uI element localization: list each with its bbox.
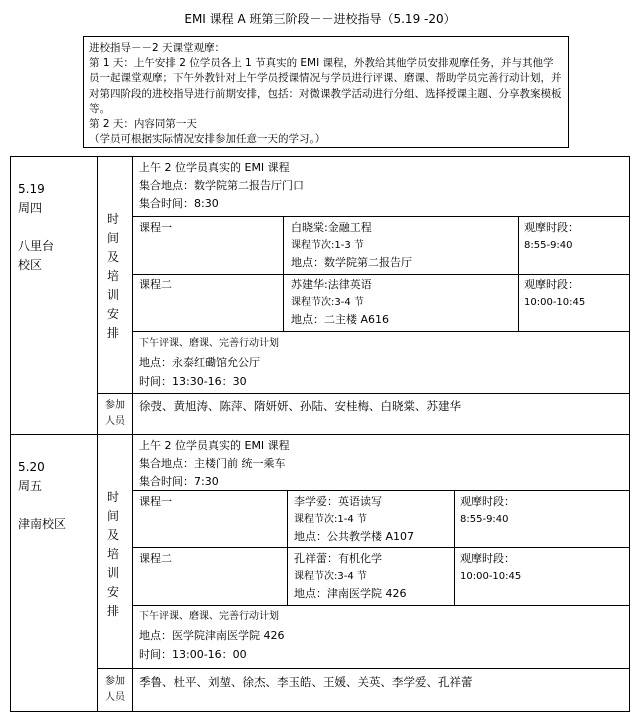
note-day2: 第 2 天：内容同第一天 — [89, 118, 197, 131]
d2-course2-location: 地点：津南医学院 426 — [294, 587, 407, 600]
d2-line-course — [133, 547, 630, 548]
d2-line-morning — [133, 490, 630, 491]
d1-afternoon-place: 地点：永泰红磡馆允公厅 — [139, 356, 260, 369]
d2-schedule-label — [103, 488, 123, 621]
d2-meeting-time: 集合时间：7:30 — [139, 475, 219, 488]
d1-morning-cell — [139, 160, 619, 212]
d1-schedule-label — [103, 210, 123, 343]
d1-course2-periods: 课程节次:3-4 节 — [291, 297, 364, 308]
d1-course1-label: 课程一 — [139, 221, 172, 234]
d2-course2-periods: 课程节次:3-4 节 — [294, 571, 367, 582]
d2-course1-obs-label: 观摩时段： — [460, 495, 515, 508]
d1-course2-label: 课程二 — [139, 278, 172, 291]
d1-course1-teacher: 白晓棠:金融工程 — [291, 221, 372, 234]
d2-meeting-place: 集合地点：主楼门前 统一乘车 — [139, 457, 286, 470]
d1-course2-obs-time: 10:00-10:45 — [524, 297, 586, 308]
d2-campus-line1: 津南校区 — [18, 517, 67, 531]
day-separator — [10, 434, 630, 435]
d2-morning-cell — [139, 438, 619, 490]
table-border-top — [10, 156, 630, 157]
d1-date-cell — [18, 180, 96, 275]
d1-campus-line1: 八里台 — [18, 239, 55, 253]
d1-course1-obs — [524, 220, 628, 253]
d2-course2-info — [294, 551, 452, 602]
guidance-note-box — [83, 36, 569, 148]
d2-participants-label-text: 参加人员 — [105, 676, 125, 703]
d1-course2-location: 地点：二主楼 A616 — [291, 313, 390, 326]
d2-participants: 季鲁、杜平、刘堃、徐杰、李玉皓、王媛、关英、李学爱、孔祥蕾 — [139, 675, 473, 689]
d1-participants-label — [98, 398, 132, 430]
d2-line-afternoon — [133, 605, 630, 606]
d1-afternoon-cell — [139, 336, 619, 390]
d2-afternoon-title: 下午评课、磨课、完善行动计划 — [139, 611, 279, 622]
d1-participants: 徐弢、黄旭涛、陈萍、隋妍妍、孙陆、安桂梅、白晓棠、苏建华 — [139, 399, 461, 413]
d2-course2-obs — [460, 551, 625, 584]
note-day1: 第 1 天：上午安排 2 位学员各上 1 节真实的 EMI 课程，外教给其他学员安排观摩任务，并与其他学员一起课堂观摩；下午外教针对上午学员授课情况与学员进行评课、磨课、帮助学员完善行动计划，并对第四阶段的进校指导进行前期安排，包括：对微课教学活动进行分组、选择授课主题、分享教案模板等。 — [89, 57, 562, 115]
d2-course-vline-a — [287, 490, 288, 605]
note-heading: 进校指导－－2 天课堂观摩： — [89, 42, 226, 54]
d1-schedule-label-text: 时间及培训安排 — [106, 212, 119, 340]
d2-course2-teacher: 孔祥蕾：有机化学 — [294, 552, 382, 565]
d1-morning-title: 上午 2 位学员真实的 EMI 课程 — [139, 161, 290, 174]
d1-afternoon-time: 时间：13:30-16：30 — [139, 375, 247, 388]
d1-course2-obs — [524, 277, 628, 310]
d2-course1-periods: 课程节次:1-4 节 — [294, 514, 367, 525]
d2-afternoon-cell — [139, 609, 619, 663]
d2-course1-location: 地点：公共教学楼 A107 — [294, 530, 415, 543]
d1-line-morning — [133, 216, 630, 217]
d1-date: 5.19 — [18, 182, 45, 196]
d2-course1-label: 课程一 — [139, 495, 172, 508]
d1-line-participants — [97, 393, 630, 394]
d2-weekday: 周五 — [18, 479, 43, 493]
d1-meeting-place: 集合地点：数学院第二报告厅门口 — [139, 179, 304, 192]
d2-course2-obs-time: 10:00-10:45 — [460, 571, 522, 582]
col-line-1 — [97, 156, 98, 712]
d2-date: 5.20 — [18, 460, 45, 474]
d1-course-vline-a — [283, 216, 284, 331]
d1-line-course — [133, 274, 630, 275]
d1-course2-teacher: 苏建华:法律英语 — [291, 278, 372, 291]
d1-course1-info — [291, 220, 516, 271]
d2-course2-obs-label: 观摩时段： — [460, 552, 515, 565]
d1-participants-label-text: 参加人员 — [105, 400, 125, 427]
d1-course1-obs-time: 8:55-9:40 — [524, 240, 573, 251]
d2-schedule-label-text: 时间及培训安排 — [106, 490, 119, 618]
d2-course1-obs-time: 8:55-9:40 — [460, 514, 509, 525]
d2-date-cell — [18, 458, 96, 534]
d2-morning-title: 上午 2 位学员真实的 EMI 课程 — [139, 439, 290, 452]
d2-course2-label: 课程二 — [139, 552, 172, 565]
d1-course2-obs-label: 观摩时段： — [524, 278, 579, 291]
d1-course1-periods: 课程节次:1-3 节 — [291, 240, 364, 251]
d2-course1-obs — [460, 494, 625, 527]
page-title: EMI 课程 A 班第三阶段－－进校指导（5.19 -20） — [184, 12, 456, 26]
col-line-2 — [132, 156, 133, 712]
d2-course1-teacher: 李学爱：英语读写 — [294, 495, 382, 508]
d2-afternoon-time: 时间：13:00-16：00 — [139, 648, 247, 661]
table-border-bottom — [10, 711, 630, 712]
d2-afternoon-place: 地点：医学院津南医学院 426 — [139, 629, 285, 642]
d1-course2-info — [291, 277, 516, 328]
d1-campus-line2: 校区 — [18, 258, 43, 272]
d1-meeting-time: 集合时间：8:30 — [139, 197, 219, 210]
d1-course1-obs-label: 观摩时段： — [524, 221, 579, 234]
d1-course-vline-b — [518, 216, 519, 331]
d2-line-participants — [97, 668, 630, 669]
d1-line-afternoon — [133, 331, 630, 332]
d2-participants-label — [98, 674, 132, 706]
d1-course1-location: 地点：数学院第二报告厅 — [291, 256, 412, 269]
d1-afternoon-title: 下午评课、磨课、完善行动计划 — [139, 338, 279, 349]
d2-course1-info — [294, 494, 452, 545]
d2-course-vline-b — [454, 490, 455, 605]
d1-weekday: 周四 — [18, 201, 43, 215]
note-remark: （学员可根据实际情况安排参加任意一天的学习。） — [89, 133, 326, 146]
